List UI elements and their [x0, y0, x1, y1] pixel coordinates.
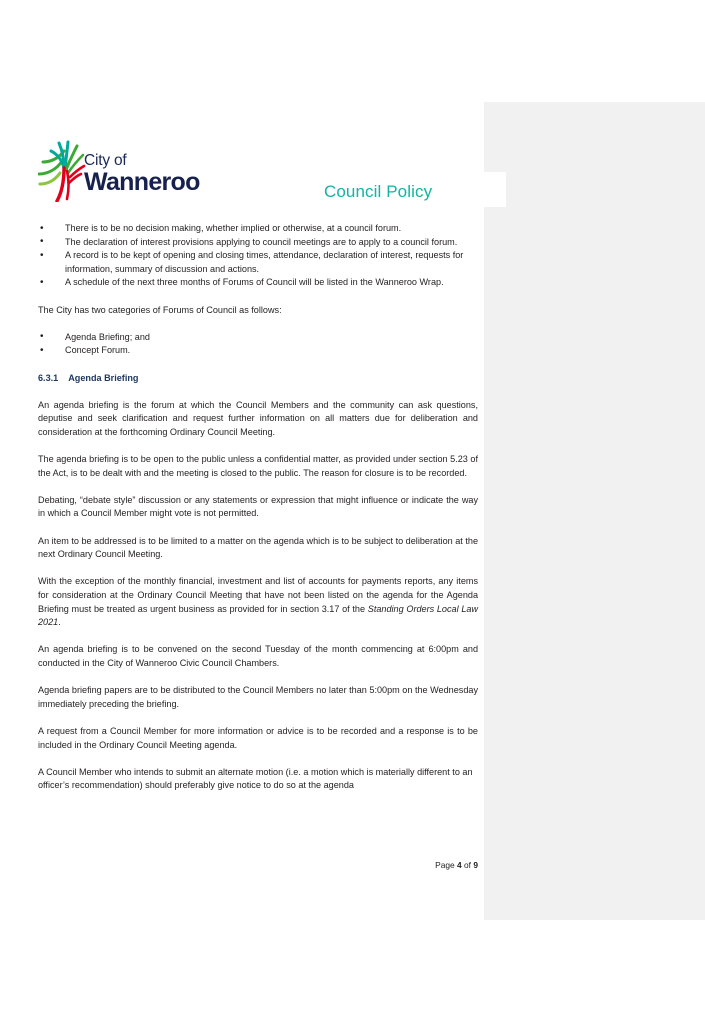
wanneroo-wordmark	[84, 153, 229, 195]
pdf-viewer-background-panel	[484, 102, 705, 920]
footer-of-label: of	[464, 860, 471, 870]
paragraph-item-limited-to-agenda: An item to be addressed is to be limited to a matter on the agenda which is to be subject to deliberation at the next Ordinary Council Meeting.	[38, 535, 478, 560]
paragraph-alternate-motion: A Council Member who intends to submit an alternate motion (i.e. a motion which is materially different to an officer’s recommendation) should preferably give notice to do so at the agenda	[38, 766, 473, 791]
list-item: • Agenda Briefing; and	[38, 331, 478, 345]
paragraph-information-request: A request from a Council Member for more information or advice is to be recorded and a response is to be included in the Ordinary Council Meeting agenda.	[38, 725, 478, 750]
logo-city-text: City of	[84, 152, 127, 169]
council-policy-title: Council Policy	[324, 182, 433, 201]
urgent-business-text-after: .	[58, 617, 61, 628]
section-title: Agenda Briefing	[68, 372, 139, 383]
standing-orders-law-citation: Standing Orders Local Law 2021	[38, 603, 478, 628]
section-heading	[38, 372, 478, 386]
paragraph-agenda-briefing-definition: An agenda briefing is the forum at which the Council Members and the community can ask questions, deputise and seek clarification and request further information on all matters due for deliberation and consideration at the forthcoming Ordinary Council Meeting.	[38, 399, 478, 437]
list-item: • The declaration of interest provisions applying to council meetings are to apply to a council forum.	[38, 236, 478, 250]
wanneroo-logo	[38, 140, 228, 206]
list-item: • A record is to be kept of opening and closing times, attendance, declaration of interest, requests for information, summary of discussion and actions.	[38, 249, 478, 276]
forum-rules-list	[38, 222, 478, 290]
list-item: • There is to be no decision making, whether implied or otherwise, at a council forum.	[38, 222, 478, 236]
paragraph-open-to-public: The agenda briefing is to be open to the public unless a confidential matter, as provided under section 5.23 of the Act, is to be dealt with and the meeting is closed to the public. The reason for closure is to be recorded.	[38, 454, 478, 478]
document-header	[0, 138, 484, 210]
forum-categories-list	[38, 331, 478, 358]
wanneroo-plume-logo-icon	[38, 140, 90, 202]
footer-total-pages: 9	[473, 860, 478, 870]
paragraph-debating-not-permitted: Debating, “debate style” discussion or any statements or expression that might influence or indicate the way in which a Council Member might vote is not permitted.	[38, 494, 478, 519]
footer-current-page: 4	[457, 860, 462, 870]
document-body	[38, 222, 478, 793]
paragraph-urgent-business	[38, 575, 478, 629]
page-footer	[38, 860, 478, 870]
paragraph-papers-distribution: Agenda briefing papers are to be distributed to the Council Members no later than 5:00pm on the Wednesday immediately preceding the briefing.	[38, 685, 478, 709]
list-item: • Concept Forum.	[38, 344, 478, 358]
categories-intro-paragraph: The City has two categories of Forums of Council as follows:	[38, 304, 282, 315]
section-number: 6.3.1	[38, 372, 59, 383]
logo-wanneroo-text: Wanneroo	[84, 168, 200, 196]
list-item: • A schedule of the next three months of Forums of Council will be listed in the Wanneroo Wrap.	[38, 276, 478, 290]
paragraph-briefing-schedule: An agenda briefing is to be convened on the second Tuesday of the month commencing at 6:00pm and conducted in the City of Wanneroo Civic Council Chambers.	[38, 644, 478, 668]
footer-page-label: Page	[435, 860, 455, 870]
urgent-business-text-before: With the exception of the monthly financial, investment and list of accounts for payments reports, any items for consideration at the Ordinary Council Meeting that have not been listed on the agenda for the Agenda Briefing must be treated as urgent business as provided for in section 3.17 of the	[38, 576, 478, 614]
page-header-notch	[484, 172, 506, 207]
